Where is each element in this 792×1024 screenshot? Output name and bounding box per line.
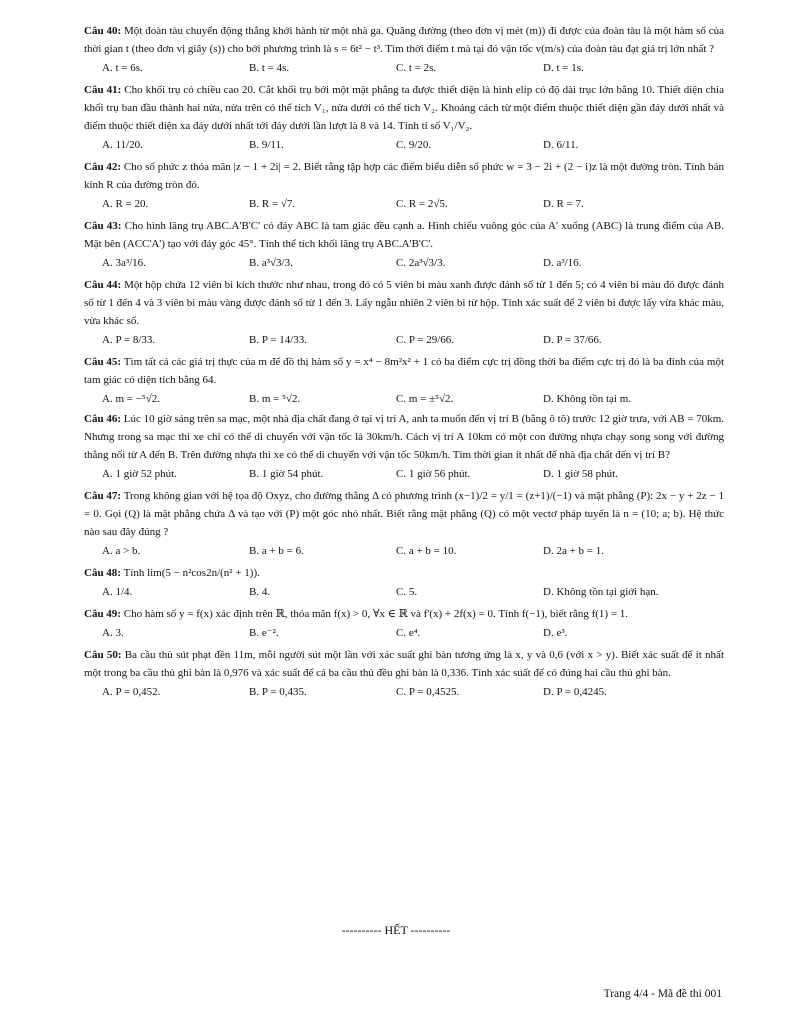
answer-option[interactable]: C. 5. <box>396 586 418 598</box>
answer-option[interactable]: D. a³/16. <box>543 257 582 269</box>
question-text <box>84 276 724 330</box>
question-body: Lúc 10 giờ sáng trên sa mạc, một nhà địa chất đang ở tại vị trí A, anh ta muốn đến vị trí B (bằng ô tô) trước 12 giờ trưa, với AB = 70km. Nhưng trong sa mạc thì xe chỉ có thể di chuyển với vận tốc là 30km/h. Cách vị trí A 10km có một con đường nhựa chạy song song với đường thẳng nối từ A đến B. Trên đường nhựa thì xe có thể di chuyển với vận tốc 50km/h. Tìm thời gian ít nhất để nhà địa chất đến vị trí B? <box>84 413 725 461</box>
answer-option[interactable]: A. a > b. <box>102 545 141 557</box>
question-body: Ba cầu thủ sút phạt đền 11m, mỗi người sút một lần với xác suất ghi bàn tương ứng là x, y và 0,6 (với x > y). Biết xác suất để ít nhất một trong ba cầu thủ ghi bàn là 0,976 và xác suất để cả ba cầu thủ đều ghi bàn là 0,336. Tính xác suất để có đúng hai cầu thủ ghi bàn. <box>84 649 724 679</box>
answer-option[interactable]: B. a + b = 6. <box>249 545 304 557</box>
answer-options <box>102 137 724 154</box>
question-text <box>84 410 724 464</box>
answer-option[interactable]: C. R = 2√5. <box>396 198 448 210</box>
answer-option[interactable]: B. 1 giờ 54 phút. <box>249 468 324 480</box>
question-text <box>84 353 724 389</box>
question-block <box>84 353 724 408</box>
question-block <box>84 276 724 349</box>
answer-option[interactable]: A. P = 0,452. <box>102 686 161 698</box>
question-number: Câu 46: <box>84 413 121 425</box>
answer-options <box>102 584 724 601</box>
answer-option[interactable]: A. 3. <box>102 627 124 639</box>
answer-options <box>102 466 724 483</box>
answer-option[interactable]: D. t = 1s. <box>543 62 584 74</box>
answer-option[interactable]: C. e⁴. <box>396 627 421 639</box>
question-number: Câu 47: <box>84 490 122 502</box>
answer-option[interactable]: A. t = 6s. <box>102 62 143 74</box>
answer-option[interactable]: C. 9/20. <box>396 139 432 151</box>
answer-option[interactable]: B. a³√3/3. <box>249 257 293 269</box>
answer-option[interactable]: A. 1/4. <box>102 586 133 598</box>
answer-option[interactable]: D. Không tồn tại m. <box>543 393 631 405</box>
question-text <box>84 646 724 682</box>
question-block <box>84 217 724 272</box>
question-text <box>84 158 724 194</box>
question-number: Câu 41: <box>84 84 122 96</box>
question-body: Cho số phức z thỏa mãn |z − 1 + 2i| = 2. Biết rằng tập hợp các điểm biểu diễn số phức w = 3 − 2i + (2 − i)z là một đường tròn. Tính bán kính R của đường tròn đó. <box>84 161 725 191</box>
question-body: Trong không gian với hệ tọa độ Oxyz, cho đường thẳng Δ có phương trình (x−1)/2 = y/1 = (z+1)/(−1) và mặt phẳng (P): 2x − y + 2z − 1 = 0. Gọi (Q) là mặt phẳng chứa Δ và tạo với (P) một góc nhỏ nhất. Biết rằng mặt phẳng (Q) có một vectơ pháp tuyến là n = (10; a; b). Hệ thức nào sau đây đúng ? <box>84 490 724 538</box>
question-text <box>84 81 724 135</box>
question-number: Câu 43: <box>84 220 122 232</box>
answer-option[interactable]: A. 11/20. <box>102 139 143 151</box>
answer-options <box>102 255 724 272</box>
answer-option[interactable]: B. m = ⁵√2. <box>249 393 301 405</box>
question-block <box>84 605 724 642</box>
answer-option[interactable]: A. P = 8/33. <box>102 334 156 346</box>
answer-option[interactable]: C. a + b = 10. <box>396 545 457 557</box>
answer-option[interactable]: D. 6/11. <box>543 139 579 151</box>
exam-page <box>84 22 724 701</box>
answer-option[interactable]: B. 4. <box>249 586 271 598</box>
answer-option[interactable]: C. P = 0,4525. <box>396 686 460 698</box>
end-marker: ---------- HẾT ---------- <box>341 923 451 937</box>
question-number: Câu 44: <box>84 279 122 291</box>
answer-options <box>102 391 724 408</box>
answer-option[interactable]: A. 3a³/16. <box>102 257 146 269</box>
answer-option[interactable]: B. e⁻². <box>249 627 279 639</box>
answer-option[interactable]: C. P = 29/66. <box>396 334 455 346</box>
question-text <box>84 22 724 58</box>
answer-options <box>102 543 724 560</box>
question-number: Câu 42: <box>84 161 122 173</box>
answer-option[interactable]: C. t = 2s. <box>396 62 437 74</box>
question-body: Tìm tất cả các giá trị thực của m để đồ thị hàm số y = x⁴ − 8m²x² + 1 có ba điểm cực trị đồng thời ba điểm cực trị đó là ba đỉnh của một tam giác có diện tích bằng 64. <box>84 356 724 386</box>
question-block <box>84 410 724 483</box>
answer-option[interactable]: A. m = −⁵√2. <box>102 393 161 405</box>
question-block <box>84 564 724 601</box>
answer-option[interactable]: B. P = 0,435. <box>249 686 307 698</box>
answer-option[interactable]: C. 1 giờ 56 phút. <box>396 468 471 480</box>
answer-option[interactable]: C. 2a³√3/3. <box>396 257 446 269</box>
answer-option[interactable]: D. 1 giờ 58 phút. <box>543 468 618 480</box>
question-number: Câu 50: <box>84 649 122 661</box>
answer-options <box>102 625 724 642</box>
question-body: Cho hình lăng trụ ABC.A'B'C' có đáy ABC là tam giác đều cạnh a. Hình chiếu vuông góc của A' xuống (ABC) là trung điểm của AB. Mặt bên (ACC'A') tạo với đáy góc 45°. Tính thể tích khối lăng trụ ABC.A'B'C'. <box>84 220 724 250</box>
question-block <box>84 487 724 560</box>
answer-option[interactable]: B. t = 4s. <box>249 62 290 74</box>
question-text <box>84 217 724 253</box>
answer-option[interactable]: B. R = √7. <box>249 198 296 210</box>
answer-option[interactable]: D. e³. <box>543 627 568 639</box>
answer-option[interactable]: B. P = 14/33. <box>249 334 308 346</box>
answer-option[interactable]: D. Không tồn tại giới hạn. <box>543 586 659 598</box>
question-text <box>84 487 724 541</box>
question-body: Một hộp chứa 12 viên bi kích thước như nhau, trong đó có 5 viên bi màu xanh được đánh số từ 1 đến 5; có 4 viên bi màu đỏ được đánh số từ 1 đến 4 và 3 viên bi màu vàng được đánh số từ 1 đến 3. Lấy ngẫu nhiên 2 viên bi từ hộp. Tính xác suất để 2 viên bi được lấy vừa khác màu, vừa khác số. <box>84 279 725 327</box>
answer-options <box>102 196 724 213</box>
question-block <box>84 646 724 701</box>
answer-options <box>102 60 724 77</box>
question-body: Tính lim(5 − n²cos2n/(n² + 1)). <box>123 567 260 579</box>
question-number: Câu 48: <box>84 567 121 579</box>
answer-option[interactable]: C. m = ±⁵√2. <box>396 393 454 405</box>
answer-option[interactable]: D. R = 7. <box>543 198 584 210</box>
question-block <box>84 81 724 154</box>
answer-option[interactable]: D. P = 0,4245. <box>543 686 607 698</box>
page-footer: Trang 4/4 - Mã đề thi 001 <box>603 988 722 1000</box>
question-text <box>84 605 724 623</box>
question-body: Cho hàm số y = f(x) xác định trên ℝ, thỏa mãn f(x) > 0, ∀x ∈ ℝ và f'(x) + 2f(x) = 0. Tính f(−1), biết rằng f(1) = 1. <box>123 608 629 620</box>
question-body: Cho khối trụ có chiều cao 20. Cắt khối trụ bởi một mặt phẳng ta được thiết diện là hình elip có độ dài trục lớn bằng 10. Thiết diện chia khối trụ ban đầu thành hai nửa, nửa trên có thể tích V₁, nửa dưới có thể tích V₂. Khoảng cách từ một điểm thuộc thiết diện gần đáy dưới nhất và điểm thuộc thiết diện xa đáy dưới nhất tới đáy dưới lần lượt là 8 và 14. Tính tỉ số V₁/V₂. <box>84 84 724 132</box>
question-body: Một đoàn tàu chuyển động thẳng khởi hành từ một nhà ga. Quãng đường (theo đơn vị mét (m)) đi được của đoàn tàu là một hàm số của thời gian t (theo đơn vị giây (s)) cho bởi phương trình là s = 6t² − t³. Tìm thời điểm t mà tại đó vận tốc v(m/s) của đoàn tàu đạt giá trị lớn nhất ? <box>84 25 725 55</box>
question-block <box>84 22 724 77</box>
answer-options <box>102 332 724 349</box>
answer-options <box>102 684 724 701</box>
question-text <box>84 564 724 582</box>
question-number: Câu 45: <box>84 356 122 368</box>
question-block <box>84 158 724 213</box>
answer-option[interactable]: B. 9/11. <box>249 139 284 151</box>
answer-option[interactable]: D. 2a + b = 1. <box>543 545 604 557</box>
question-number: Câu 49: <box>84 608 121 620</box>
answer-option[interactable]: A. R = 20. <box>102 198 149 210</box>
question-number: Câu 40: <box>84 25 122 37</box>
answer-option[interactable]: A. 1 giờ 52 phút. <box>102 468 177 480</box>
answer-option[interactable]: D. P = 37/66. <box>543 334 602 346</box>
